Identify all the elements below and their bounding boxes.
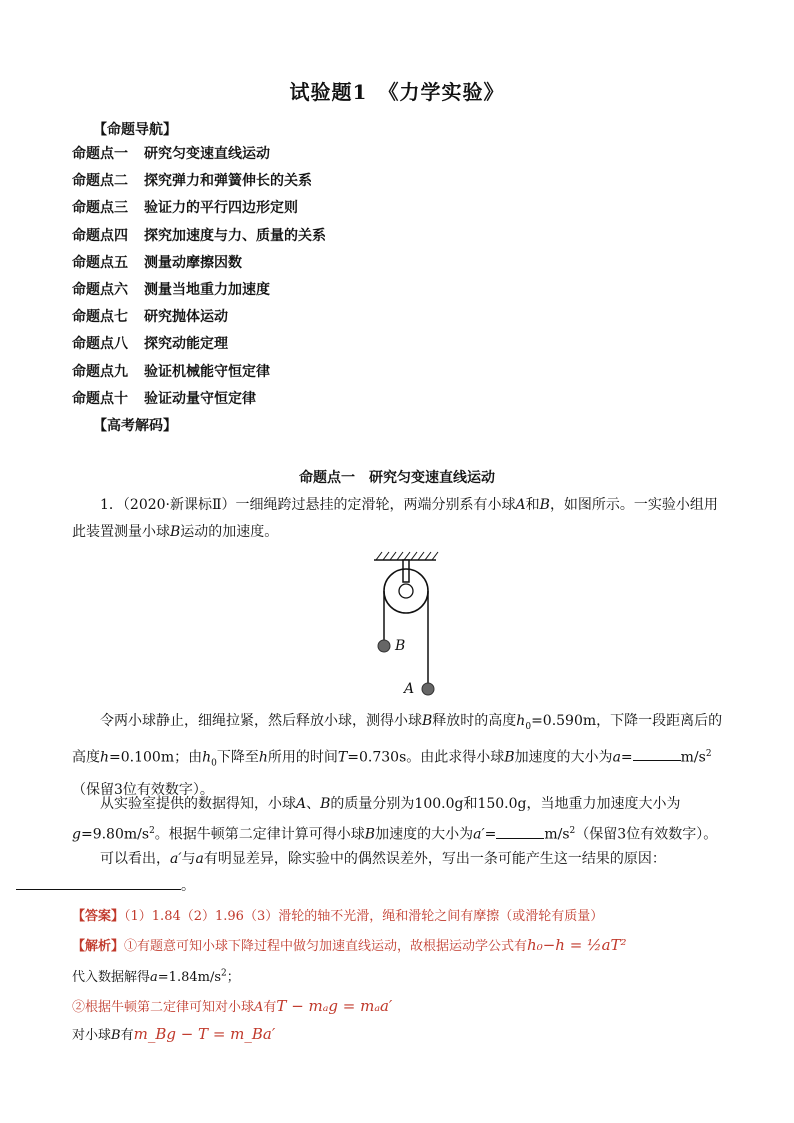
nav-item-label: 命题点八: [72, 336, 128, 353]
question-1-part-1: [72, 708, 724, 804]
q1-text: 和: [525, 497, 540, 513]
var-h: h: [100, 749, 110, 766]
q1-text: 1．（2020·新课标Ⅱ）一细绳跨过悬挂的定滑轮，两端分别系有小球: [100, 497, 516, 513]
var-a-accel: a: [612, 749, 621, 766]
formula-ball-a: T − mₐg = mₐa′: [276, 997, 393, 1015]
pulley-axle: [399, 584, 413, 598]
analysis-text: =1.84m/s: [157, 970, 221, 985]
question-1-part-3: [72, 846, 724, 900]
nav-item-label: 命题点四: [72, 227, 128, 244]
q1-text: ，如图所示。一实验小组用此装置测量小球: [72, 497, 718, 540]
analysis-text: ①有题意可知小球下降过程中做匀加速直线运动，故根据运动学公式有: [124, 939, 528, 954]
var-a-prime: a′: [473, 826, 485, 843]
var-b: B: [170, 524, 181, 540]
var-h: h: [258, 749, 268, 766]
analysis-line-1: [72, 935, 732, 954]
var-h0: h: [516, 713, 526, 729]
nav-item-text: 探究动能定理: [144, 336, 228, 353]
analysis-text: 有: [120, 1028, 134, 1043]
answer-blank-3[interactable]: [16, 873, 181, 890]
var-a: A: [296, 796, 307, 812]
nav-item-label: 命题点十: [72, 390, 128, 407]
figure-label-b: B: [395, 638, 406, 654]
p2-text: =0.590m，下降一段距离后的高度: [72, 713, 723, 766]
nav-item-text: 研究抛体运动: [144, 309, 228, 326]
nav-item: [72, 170, 326, 197]
ball-a: [422, 683, 434, 695]
q1-text: 运动的加速度。: [180, 524, 279, 540]
subscript-0: 0: [211, 758, 217, 769]
p3-text: 。根据牛顿第二定律计算可得小球: [154, 826, 365, 843]
p3-text: m/s: [544, 826, 570, 843]
pulley-bracket: [403, 560, 409, 582]
p2-text: =: [620, 749, 633, 766]
p2-text: 令两小球静止，细绳拉紧，然后释放小球，测得小球: [100, 713, 422, 729]
nav-item-label: 命题点九: [72, 363, 128, 380]
var-a-accel: a: [195, 851, 204, 867]
question-1-stem: [72, 492, 724, 546]
nav-item-text: 验证动量守恒定律: [144, 390, 256, 407]
ceiling-hatch: [376, 552, 438, 560]
superscript-2: 2: [221, 968, 227, 979]
pulley-diagram: [370, 548, 440, 700]
nav-item: [72, 279, 326, 306]
var-a: A: [254, 1000, 264, 1015]
p2-text: =0.100m；由: [109, 749, 203, 766]
var-b: B: [504, 749, 515, 766]
nav-item: [72, 225, 326, 252]
superscript-2: 2: [705, 748, 712, 759]
nav-item-label: 命题点六: [72, 281, 128, 298]
analysis-text: 有: [263, 1000, 277, 1015]
p2-text: =0.730s。由此求得小球: [347, 749, 505, 766]
question-1-part-2: [72, 791, 724, 849]
p3-text: 从实验室提供的数据得知，小球: [100, 796, 296, 812]
p2-text: （保留3位有效数字）。: [72, 782, 214, 799]
figure-label-a: A: [404, 681, 415, 697]
analysis-line-3: [72, 996, 732, 1015]
nav-item: [72, 197, 326, 224]
nav-item-label: 命题点七: [72, 309, 128, 326]
nav-item: [72, 143, 326, 170]
var-b: B: [111, 1028, 121, 1043]
nav-item-text: 测量当地重力加速度: [144, 281, 270, 298]
analysis-text: ；: [226, 970, 240, 985]
answer-line: [72, 905, 732, 924]
var-b: B: [539, 497, 550, 513]
formula-ball-b: m_Bg − T = m_Ba′: [133, 1025, 276, 1043]
nav-heading: 【命题导航】: [93, 122, 177, 138]
p4-text: 。: [181, 878, 195, 894]
nav-item: [72, 306, 326, 333]
analysis-text: 对小球: [72, 1028, 112, 1043]
nav-item-label: 命题点五: [72, 254, 128, 271]
p3-text: =: [484, 826, 497, 843]
p3-text: 加速度的大小为: [375, 826, 474, 843]
nav-item: [72, 361, 326, 388]
nav-item-text: 探究弹力和弹簧伸长的关系: [144, 173, 312, 190]
nav-item-label: 命题点一: [72, 146, 128, 162]
p2-text: 加速度的大小为: [514, 749, 613, 766]
answer-text: （1）1.84（2）1.96（3）滑轮的轴不光滑，绳和滑轮之间有摩擦（或滑轮有质量）: [124, 909, 604, 924]
p3-text: （保留3位有效数字）。: [575, 826, 718, 843]
nav-item-text: 研究匀变速直线运动: [144, 146, 270, 162]
nav-item-text: 验证机械能守恒定律: [144, 363, 270, 380]
nav-item: [72, 333, 326, 360]
section-title: 命题点一 研究匀变速直线运动: [299, 470, 495, 486]
var-h0: h: [202, 749, 212, 766]
p3-text: 、: [306, 796, 321, 812]
answer-label: 【答案】: [72, 909, 125, 924]
nav-item-text: 探究加速度与力、质量的关系: [144, 227, 326, 244]
nav-item-label: 命题点三: [72, 200, 128, 217]
p3-text: =9.80m/s: [80, 826, 150, 843]
var-a-prime: a′: [170, 851, 182, 867]
p2-text: 所用的时间: [267, 749, 338, 766]
nav-item: [72, 388, 326, 415]
var-g: g: [72, 826, 81, 843]
p2-text: 下降至: [216, 749, 259, 766]
nav-item-text: 测量动摩擦因数: [144, 254, 242, 271]
superscript-2: 2: [569, 826, 576, 836]
nav-item-label: 命题点二: [72, 173, 128, 190]
answer-blank-1[interactable]: [633, 744, 681, 761]
analysis-text: ②根据牛顿第二定律可知对小球: [72, 1000, 255, 1015]
nav-item-text: 验证力的平行四边形定则: [144, 200, 298, 217]
gaokao-heading: 【高考解码】: [93, 418, 177, 434]
var-a-accel: a: [150, 970, 158, 985]
answer-blank-2[interactable]: [496, 822, 544, 839]
p4-text: 与: [181, 851, 196, 867]
var-b: B: [364, 826, 376, 843]
formula-kinematics: h₀−h = ½aT²: [527, 936, 627, 954]
nav-item: [72, 252, 326, 279]
analysis-text: 代入数据解得: [72, 970, 151, 985]
topic-nav-list: [72, 143, 326, 415]
var-b: B: [422, 713, 433, 729]
var-t: T: [337, 749, 348, 766]
analysis-line-2: [72, 966, 732, 985]
var-a: A: [515, 497, 526, 513]
superscript-2: 2: [149, 826, 155, 836]
p2-text: 释放时的高度: [432, 713, 517, 729]
ball-b: [378, 640, 390, 652]
page-title: 试验题1 《力学实验》: [289, 80, 505, 104]
analysis-label: 【解析】: [72, 939, 125, 954]
p4-text: 有明显差异，除实验中的偶然误差外，写出一条可能产生这一结果的原因：: [203, 851, 666, 867]
p3-text: 的质量分别为100.0g和150.0g，当地重力加速度大小为: [330, 796, 681, 812]
p2-text: m/s: [680, 749, 706, 766]
subscript-0: 0: [525, 721, 532, 732]
var-b: B: [320, 796, 331, 812]
p4-text: 可以看出，: [100, 851, 170, 867]
analysis-line-4: [72, 1024, 732, 1043]
